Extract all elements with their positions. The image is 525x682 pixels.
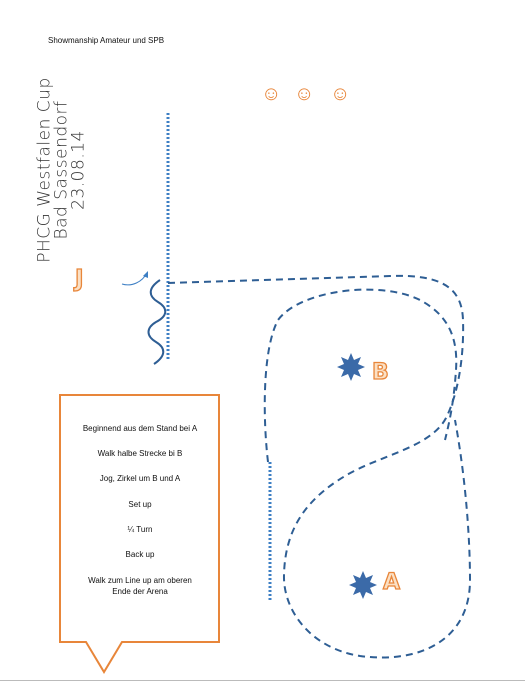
instruction-line: Walk zum Line up am oberen (88, 576, 192, 586)
page-bottom-border (0, 680, 525, 681)
marker-b: B (372, 360, 389, 385)
instruction-item: ¼ Turn (127, 524, 153, 534)
instruction-line: Ende der Arena (112, 587, 168, 597)
instruction-item (62, 575, 218, 597)
star-icon (349, 571, 377, 599)
smiley-icon: ☺ (294, 83, 315, 105)
event-name: PHCG Westfalen Cup (34, 77, 55, 263)
wavy-line-icon (149, 280, 166, 364)
instruction-list (62, 424, 218, 612)
instruction-item: Walk halbe Strecke bi B (97, 449, 183, 459)
smiley-icon: ☺ (261, 83, 282, 105)
curved-arrow-icon (122, 271, 148, 285)
instruction-item: Back up (125, 549, 155, 559)
marker-j: J (75, 266, 84, 292)
star-icon (337, 353, 365, 381)
instruction-item: Jog, Zirkel um B und A (99, 474, 181, 484)
marker-a: A (383, 570, 401, 595)
instruction-item: Set up (128, 499, 152, 509)
smiley-icon: ☺ (330, 83, 351, 105)
event-date: 23.08.14 (68, 130, 89, 210)
event-location: Bad Sassendorf (51, 100, 72, 240)
header-title: Showmanship Amateur und SPB (48, 36, 165, 45)
instruction-item: Beginnend aus dem Stand bei A (82, 424, 198, 433)
